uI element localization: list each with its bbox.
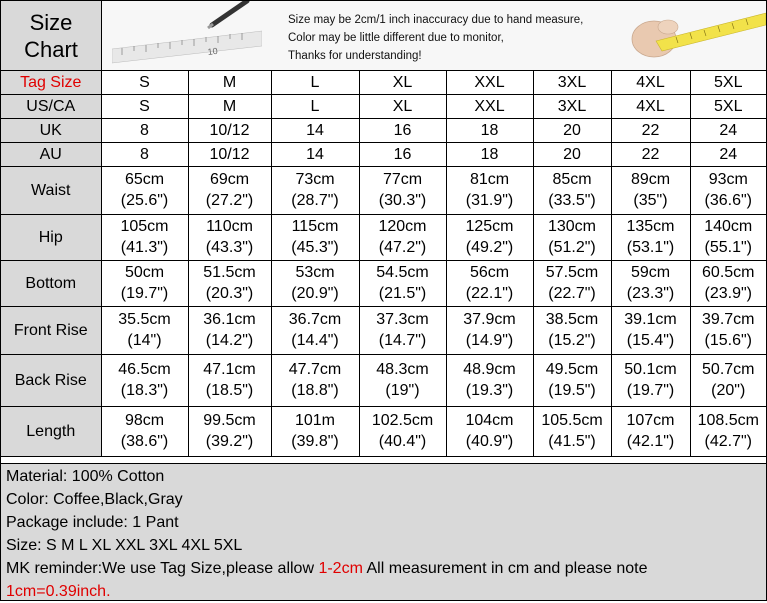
table-cell	[101, 306, 188, 354]
cm-value: 102.5cm	[371, 412, 434, 429]
inch-value: (47.2")	[378, 239, 427, 256]
inch-value: (20.9")	[291, 285, 339, 302]
inch-value: (23.3")	[626, 285, 675, 302]
title-line-1: Size	[29, 9, 73, 35]
row-label: US/CA	[1, 94, 101, 118]
table-cell	[188, 260, 271, 306]
cm-value: 38.5cm	[545, 311, 599, 328]
inch-value: (55.1")	[704, 239, 752, 256]
table-cell: M	[188, 94, 271, 118]
size-line: Size: S M L XL XXL 3XL 4XL 5XL	[6, 537, 243, 554]
table-row	[1, 406, 766, 456]
inch-value: (21.5")	[378, 285, 427, 302]
material-line: Material: 100% Cotton	[6, 468, 165, 485]
cm-value: 39.1cm	[624, 311, 677, 328]
inch-value: (35")	[633, 192, 668, 209]
ruler-label: 10	[207, 45, 219, 57]
table-cell	[690, 166, 766, 214]
table-cell	[188, 214, 271, 260]
cm-value: 89cm	[630, 171, 671, 188]
cm-value: 50.1cm	[624, 361, 677, 378]
table-cell	[271, 406, 359, 456]
table-row	[1, 306, 766, 354]
table-cell	[611, 166, 690, 214]
inch-value: (38.6")	[120, 433, 169, 450]
cm-value: 56cm	[469, 264, 510, 281]
table-cell	[101, 354, 188, 406]
table-cell: 24	[690, 118, 766, 142]
cm-value: 36.7cm	[288, 311, 342, 328]
table-cell	[533, 354, 611, 406]
note-line-1: Size may be 2cm/1 inch inaccuracy due to hand measure,	[288, 14, 584, 26]
table-cell	[690, 214, 766, 260]
table-cell: 20	[533, 142, 611, 166]
cm-value: 60.5cm	[702, 264, 755, 281]
row-label: Tag Size	[1, 71, 101, 94]
table-cell: XL	[359, 71, 446, 94]
table-cell	[533, 306, 611, 354]
table-cell	[611, 354, 690, 406]
inch-value: (18.3")	[120, 382, 169, 399]
table-row	[1, 142, 766, 166]
table-cell	[271, 260, 359, 306]
cm-value: 37.3cm	[376, 311, 429, 328]
inch-value: (39.8")	[291, 433, 339, 450]
inch-value: (19.7")	[626, 382, 675, 399]
table-cell: S	[101, 71, 188, 94]
inch-value: (20")	[711, 382, 746, 399]
table-cell	[188, 306, 271, 354]
inch-value: (22.1")	[465, 285, 514, 302]
note-line-3: Thanks for understanding!	[288, 50, 422, 62]
measurement-notes	[288, 11, 583, 65]
table-cell	[446, 354, 533, 406]
table-cell	[359, 260, 446, 306]
table-cell: XXL	[446, 71, 533, 94]
inch-value: (30.3")	[378, 192, 427, 209]
tape-measure-hand-icon	[606, 1, 766, 70]
cm-value: 54.5cm	[376, 264, 429, 281]
reminder-highlight: 1-2cm	[318, 560, 363, 577]
inch-value: (22.7")	[548, 285, 596, 302]
table-cell	[188, 354, 271, 406]
table-cell	[690, 406, 766, 456]
reminder-line	[6, 557, 766, 580]
inch-value: (33.5")	[548, 192, 596, 209]
product-details	[1, 463, 766, 600]
inch-value: (14.9")	[465, 332, 514, 349]
package-line: Package include: 1 Pant	[6, 514, 179, 531]
cm-value: 81cm	[469, 171, 510, 188]
cm-value: 99.5cm	[203, 412, 256, 429]
table-cell	[690, 354, 766, 406]
table-cell	[533, 214, 611, 260]
inch-value: (41.5")	[548, 433, 596, 450]
inch-value: (45.3")	[291, 239, 339, 256]
table-cell	[359, 214, 446, 260]
reminder-text-a: MK reminder:We use Tag Size,please allow	[6, 560, 319, 577]
inch-value: (15.2")	[548, 332, 596, 349]
inch-value: (28.7")	[291, 192, 339, 209]
cm-value: 50.7cm	[702, 361, 755, 378]
inch-value: (41.3")	[120, 239, 169, 256]
table-cell: 3XL	[533, 71, 611, 94]
table-row	[1, 214, 766, 260]
row-label: Length	[1, 406, 101, 456]
table-cell: 24	[690, 142, 766, 166]
cm-value: 69cm	[209, 171, 250, 188]
inch-value: (42.1")	[626, 433, 675, 450]
cm-value: 57.5cm	[545, 264, 599, 281]
inch-value: (40.9")	[465, 433, 514, 450]
cm-value: 110cm	[206, 218, 253, 235]
cm-value: 125cm	[465, 218, 514, 235]
inch-value: (19.5")	[548, 382, 596, 399]
cm-value: 105cm	[120, 218, 169, 235]
inch-value: (49.2")	[465, 239, 514, 256]
table-cell: 10/12	[188, 118, 271, 142]
cm-value: 51.5cm	[203, 264, 256, 281]
table-cell: 5XL	[690, 94, 766, 118]
cm-value: 47.1cm	[203, 361, 256, 378]
table-cell	[690, 306, 766, 354]
inch-value: (31.9")	[465, 192, 514, 209]
table-row	[1, 71, 766, 94]
table-cell: 5XL	[690, 71, 766, 94]
cm-value: 98cm	[124, 412, 165, 429]
table-cell: 22	[611, 142, 690, 166]
table-row	[1, 260, 766, 306]
table-cell	[271, 306, 359, 354]
table-cell	[271, 166, 359, 214]
table-cell	[611, 306, 690, 354]
row-label: Waist	[1, 166, 101, 214]
measure-banner	[102, 1, 766, 70]
cm-value: 49.5cm	[545, 361, 599, 378]
inch-value: (15.4")	[626, 332, 675, 349]
inch-value: (18.5")	[205, 382, 254, 399]
table-cell	[446, 306, 533, 354]
cm-value: 50cm	[124, 264, 165, 281]
table-row	[1, 118, 766, 142]
chart-header	[1, 1, 766, 71]
cm-value: 85cm	[552, 171, 592, 188]
table-cell: L	[271, 71, 359, 94]
row-label: UK	[1, 118, 101, 142]
table-cell: L	[271, 94, 359, 118]
table-cell	[101, 260, 188, 306]
cm-value: 53cm	[295, 264, 335, 281]
table-cell	[611, 214, 690, 260]
table-cell	[101, 214, 188, 260]
inch-value: (23.9")	[704, 285, 752, 302]
inch-value: (42.7")	[704, 433, 752, 450]
table-cell: 8	[101, 118, 188, 142]
table-cell	[533, 406, 611, 456]
inch-value: (14")	[127, 332, 162, 349]
cm-value: 105.5cm	[541, 412, 603, 429]
cm-value: 130cm	[547, 218, 597, 235]
cm-value: 120cm	[378, 218, 427, 235]
cm-value: 77cm	[382, 171, 423, 188]
table-cell: XXL	[446, 94, 533, 118]
cm-value: 107cm	[626, 412, 675, 429]
title-line-2: Chart	[24, 36, 78, 62]
table-row	[1, 94, 766, 118]
table-cell	[101, 406, 188, 456]
conversion-line: 1cm=0.39inch.	[6, 583, 111, 600]
cm-value: 93cm	[708, 171, 748, 188]
cm-value: 36.1cm	[203, 311, 256, 328]
cm-value: 48.3cm	[376, 361, 429, 378]
inch-value: (40.4")	[378, 433, 427, 450]
color-line: Color: Coffee,Black,Gray	[6, 491, 183, 508]
table-cell: 18	[446, 118, 533, 142]
inch-value: (36.6")	[704, 192, 752, 209]
table-cell	[188, 406, 271, 456]
cm-value: 135cm	[626, 218, 675, 235]
inch-value: (14.7")	[378, 332, 427, 349]
table-cell	[359, 406, 446, 456]
table-cell: XL	[359, 94, 446, 118]
cm-value: 59cm	[630, 264, 671, 281]
cm-value: 37.9cm	[463, 311, 516, 328]
table-cell	[533, 260, 611, 306]
inch-value: (19.3")	[465, 382, 514, 399]
reminder-text-b: All measurement in cm and please note	[362, 560, 648, 577]
inch-value: (18.8")	[291, 382, 339, 399]
table-cell: S	[101, 94, 188, 118]
cm-value: 101m	[294, 412, 336, 429]
table-cell	[611, 406, 690, 456]
cm-value: 46.5cm	[118, 361, 171, 378]
table-cell	[359, 306, 446, 354]
table-cell: 22	[611, 118, 690, 142]
row-label: Bottom	[1, 260, 101, 306]
size-table	[1, 71, 766, 457]
cm-value: 104cm	[465, 412, 514, 429]
table-cell: 8	[101, 142, 188, 166]
table-cell	[446, 406, 533, 456]
table-cell	[446, 214, 533, 260]
table-cell	[359, 166, 446, 214]
cm-value: 35.5cm	[118, 311, 171, 328]
table-cell: 16	[359, 118, 446, 142]
table-cell	[690, 260, 766, 306]
table-cell: 14	[271, 118, 359, 142]
table-cell	[446, 166, 533, 214]
table-row	[1, 354, 766, 406]
inch-value: (53.1")	[626, 239, 675, 256]
inch-value: (27.2")	[205, 192, 254, 209]
inch-value: (20.3")	[205, 285, 254, 302]
row-label: Front Rise	[1, 306, 101, 354]
row-label: Hip	[1, 214, 101, 260]
table-cell	[359, 354, 446, 406]
cm-value: 48.9cm	[463, 361, 516, 378]
inch-value: (14.2")	[205, 332, 254, 349]
inch-value: (51.2")	[548, 239, 596, 256]
note-line-2: Color may be little different due to monitor,	[288, 32, 504, 44]
table-cell: 18	[446, 142, 533, 166]
table-cell: 3XL	[533, 94, 611, 118]
table-cell: 4XL	[611, 94, 690, 118]
inch-value: (14.4")	[291, 332, 339, 349]
inch-value: (19")	[385, 382, 420, 399]
inch-value: (39.2")	[205, 433, 254, 450]
table-cell: 14	[271, 142, 359, 166]
table-cell: 10/12	[188, 142, 271, 166]
cm-value: 39.7cm	[702, 311, 755, 328]
table-cell	[188, 166, 271, 214]
table-cell	[611, 260, 690, 306]
table-cell: 20	[533, 118, 611, 142]
table-cell: 4XL	[611, 71, 690, 94]
table-cell	[271, 354, 359, 406]
row-label: Back Rise	[1, 354, 101, 406]
row-label: AU	[1, 142, 101, 166]
table-cell	[101, 166, 188, 214]
cm-value: 115cm	[291, 218, 339, 235]
table-cell: 16	[359, 142, 446, 166]
inch-value: (25.6")	[120, 192, 169, 209]
cm-value: 65cm	[124, 171, 165, 188]
table-cell	[271, 214, 359, 260]
table-cell	[533, 166, 611, 214]
cm-value: 47.7cm	[288, 361, 342, 378]
cm-value: 140cm	[704, 218, 753, 235]
table-cell: M	[188, 71, 271, 94]
inch-value: (15.6")	[704, 332, 752, 349]
table-cell	[446, 260, 533, 306]
table-row	[1, 166, 766, 214]
chart-title	[1, 1, 102, 70]
cm-value: 108.5cm	[697, 412, 759, 429]
ruler-pencil-icon	[112, 1, 262, 70]
inch-value: (19.7")	[120, 285, 169, 302]
inch-value: (43.3")	[205, 239, 254, 256]
cm-value: 73cm	[295, 171, 335, 188]
